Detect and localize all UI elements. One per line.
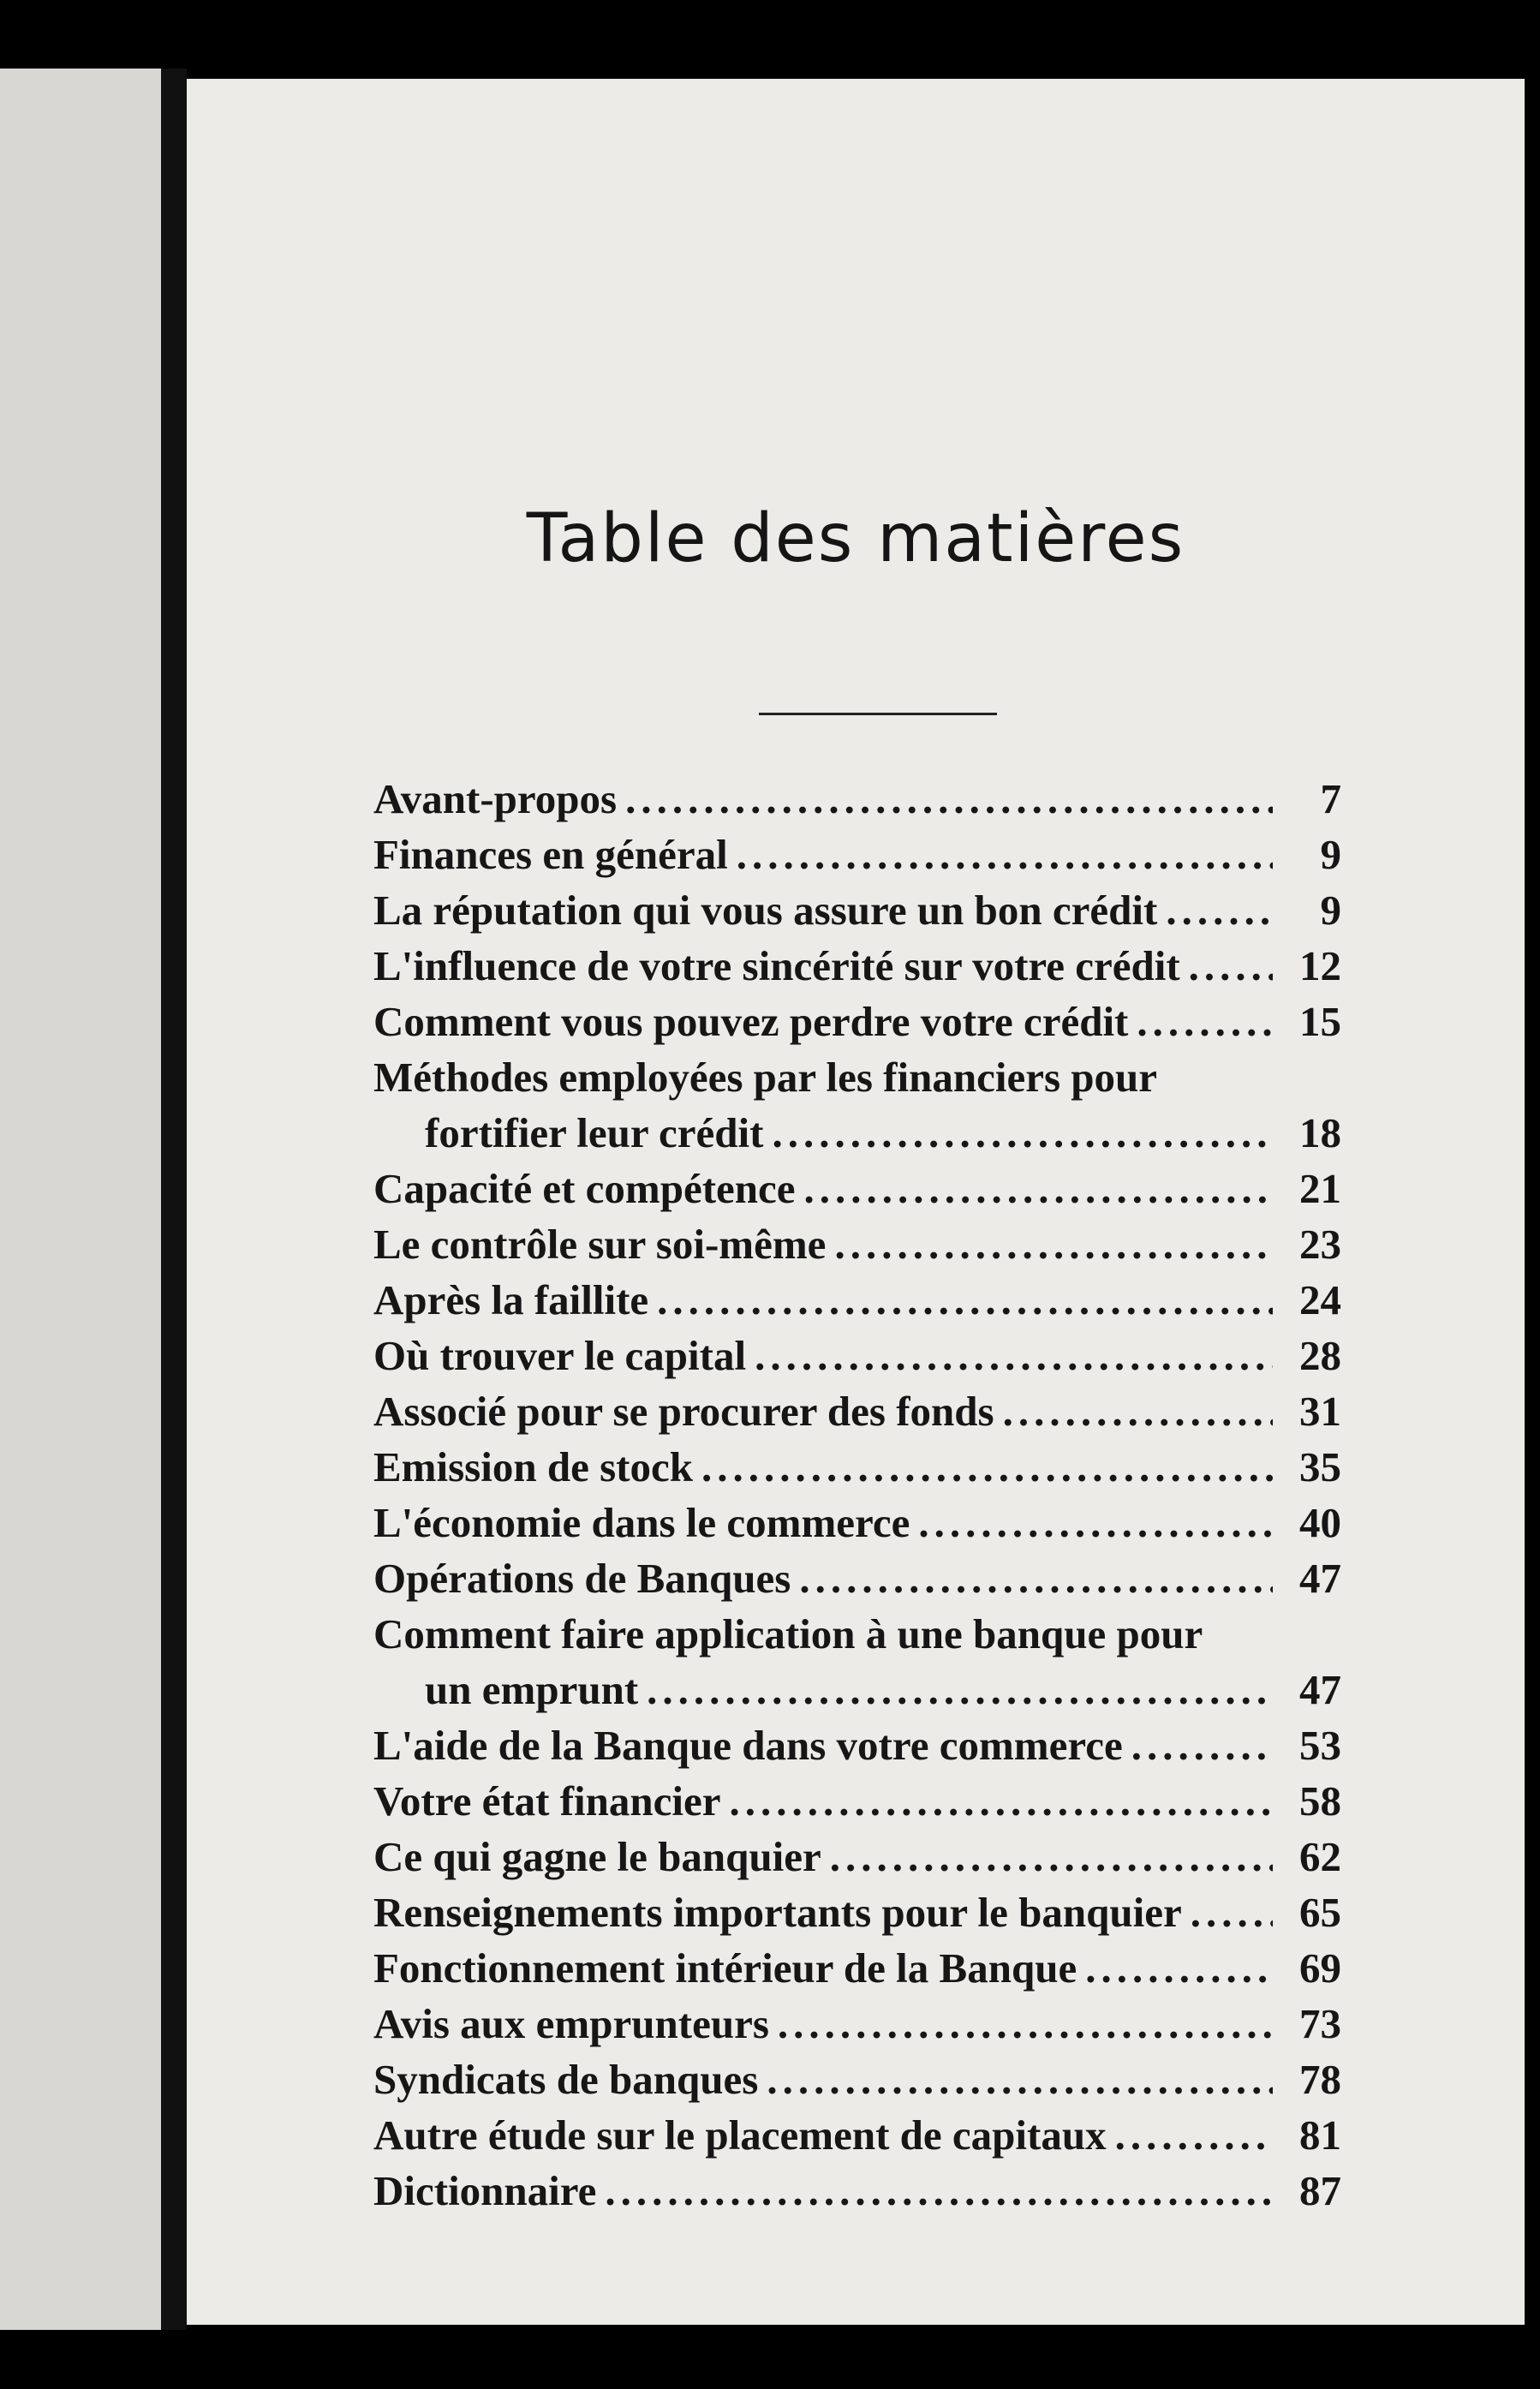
toc-entry [373, 771, 1341, 827]
toc-entry [373, 2163, 1341, 2219]
dot-leader [657, 1272, 1273, 1328]
toc-entry-page: 53 [1299, 1722, 1341, 1769]
dot-leader [834, 1216, 1273, 1272]
toc-entry-label: Emission de stock [373, 1443, 694, 1490]
dot-leader [737, 827, 1273, 882]
toc-entry [373, 1105, 1341, 1161]
toc-entry-page: 18 [1299, 1109, 1341, 1156]
toc-entry [373, 994, 1341, 1049]
toc-entry-label: L'influence de votre sincérité sur votre crédit [373, 942, 1180, 989]
dot-leader [1166, 882, 1273, 938]
dot-leader [1085, 1940, 1273, 1996]
dot-leader [1137, 994, 1273, 1049]
toc-entry-page: 21 [1299, 1165, 1341, 1212]
title-rule [759, 713, 997, 715]
page-title: Table des matières [526, 500, 1185, 577]
toc-entry-label: Opérations de Banques [373, 1555, 791, 1602]
toc-entry-label: Comment vous pouvez perdre votre crédit [373, 998, 1129, 1045]
toc-entry [373, 1049, 1341, 1105]
toc-entry-page: 62 [1299, 1833, 1341, 1880]
toc-entry [373, 1383, 1341, 1439]
toc-entry [373, 1439, 1341, 1495]
toc-entry [373, 938, 1341, 994]
toc-entry [373, 1940, 1341, 1996]
toc-entry-page: 47 [1299, 1555, 1341, 1602]
toc-entry-label: Capacité et compétence [373, 1165, 796, 1212]
toc-entry-page: 15 [1299, 998, 1341, 1045]
dot-leader [918, 1495, 1273, 1550]
dot-leader [804, 1161, 1273, 1216]
dot-leader [701, 1439, 1273, 1495]
toc-entry [373, 1996, 1341, 2052]
toc-entry-page: 24 [1299, 1276, 1341, 1323]
dot-leader [605, 2163, 1273, 2219]
toc-entry-page: 73 [1299, 2000, 1341, 2047]
toc-entry [373, 1662, 1341, 1717]
toc-entry [373, 1328, 1341, 1383]
dot-leader [778, 1996, 1273, 2052]
dot-leader [772, 1105, 1273, 1161]
toc-entry [373, 1717, 1341, 1773]
toc-entry-page: 78 [1299, 2056, 1341, 2103]
toc-entry-page: 23 [1299, 1221, 1341, 1268]
toc-entry-page: 40 [1299, 1499, 1341, 1546]
dot-leader [1003, 1383, 1273, 1439]
toc-entry-label: Finances en général [373, 831, 728, 878]
toc-entry-label: Autre étude sur le placement de capitaux [373, 2111, 1107, 2159]
toc-entry [373, 1829, 1341, 1884]
dot-leader [799, 1550, 1273, 1606]
toc-entry-page: 65 [1299, 1889, 1341, 1936]
toc-entry-label: Le contrôle sur soi-même [373, 1221, 827, 1268]
toc-entry-label: fortifier leur crédit [425, 1109, 764, 1156]
toc-entry-label: Fonctionnement intérieur de la Banque [373, 1944, 1077, 1992]
toc-entry-page: 69 [1299, 1944, 1341, 1992]
toc-entry-label: Associé pour se procurer des fonds [373, 1388, 994, 1435]
toc-entry-label: La réputation qui vous assure un bon crédit [373, 887, 1158, 934]
toc-entry [373, 1272, 1341, 1328]
dot-leader [755, 1328, 1273, 1383]
toc-entry-page: 12 [1299, 942, 1341, 989]
toc-entry [373, 1161, 1341, 1216]
toc-entry-page: 9 [1320, 831, 1341, 878]
dot-leader [647, 1662, 1273, 1717]
toc-entry-label: L'aide de la Banque dans votre commerce [373, 1722, 1123, 1769]
dot-leader [1191, 1884, 1273, 1940]
toc-entry-page: 28 [1299, 1332, 1341, 1379]
toc-entry-page: 35 [1299, 1443, 1341, 1490]
toc-entry-label: Avis aux emprunteurs [373, 2000, 769, 2047]
dot-leader [625, 771, 1273, 827]
toc-entry-page: 47 [1299, 1666, 1341, 1713]
book-page [187, 79, 1525, 2325]
toc-entry-label: Comment faire application à une banque pour [373, 1610, 1203, 1657]
toc-entry-label: Méthodes employées par les financiers pour [373, 1054, 1158, 1101]
table-of-contents [373, 771, 1341, 2219]
dot-leader [1131, 1717, 1273, 1773]
book-gutter [161, 69, 187, 2330]
toc-entry-label: Ce qui gagne le banquier [373, 1833, 821, 1880]
toc-entry [373, 1550, 1341, 1606]
toc-entry-label: Avant-propos [373, 775, 618, 822]
toc-entry [373, 1884, 1341, 1940]
dot-leader [830, 1829, 1273, 1884]
toc-entry-label: Après la faillite [373, 1276, 649, 1323]
toc-entry [373, 882, 1341, 938]
dot-leader [1189, 938, 1273, 994]
toc-entry [373, 2052, 1341, 2107]
dot-leader [1115, 2107, 1273, 2163]
toc-entry-label: Dictionnaire [373, 2167, 597, 2214]
toc-entry-page: 9 [1320, 887, 1341, 934]
toc-entry-page: 87 [1299, 2167, 1341, 2214]
facing-page-edge [0, 69, 161, 2330]
toc-entry-label: Où trouver le capital [373, 1332, 747, 1379]
toc-entry [373, 1495, 1341, 1550]
toc-entry-page: 58 [1299, 1777, 1341, 1825]
toc-entry [373, 1773, 1341, 1829]
dot-leader [767, 2052, 1273, 2107]
toc-entry-label: un emprunt [425, 1666, 639, 1713]
toc-entry [373, 2107, 1341, 2163]
toc-entry-label: Syndicats de banques [373, 2056, 759, 2103]
toc-entry [373, 827, 1341, 882]
toc-entry [373, 1606, 1341, 1662]
toc-entry [373, 1216, 1341, 1272]
dot-leader [730, 1773, 1274, 1829]
toc-entry-page: 31 [1299, 1388, 1341, 1435]
toc-entry-page: 7 [1320, 775, 1341, 822]
toc-entry-label: Renseignements importants pour le banquier [373, 1889, 1182, 1936]
toc-entry-label: Votre état financier [373, 1777, 721, 1825]
toc-entry-label: L'économie dans le commerce [373, 1499, 910, 1546]
toc-entry-page: 81 [1299, 2111, 1341, 2159]
